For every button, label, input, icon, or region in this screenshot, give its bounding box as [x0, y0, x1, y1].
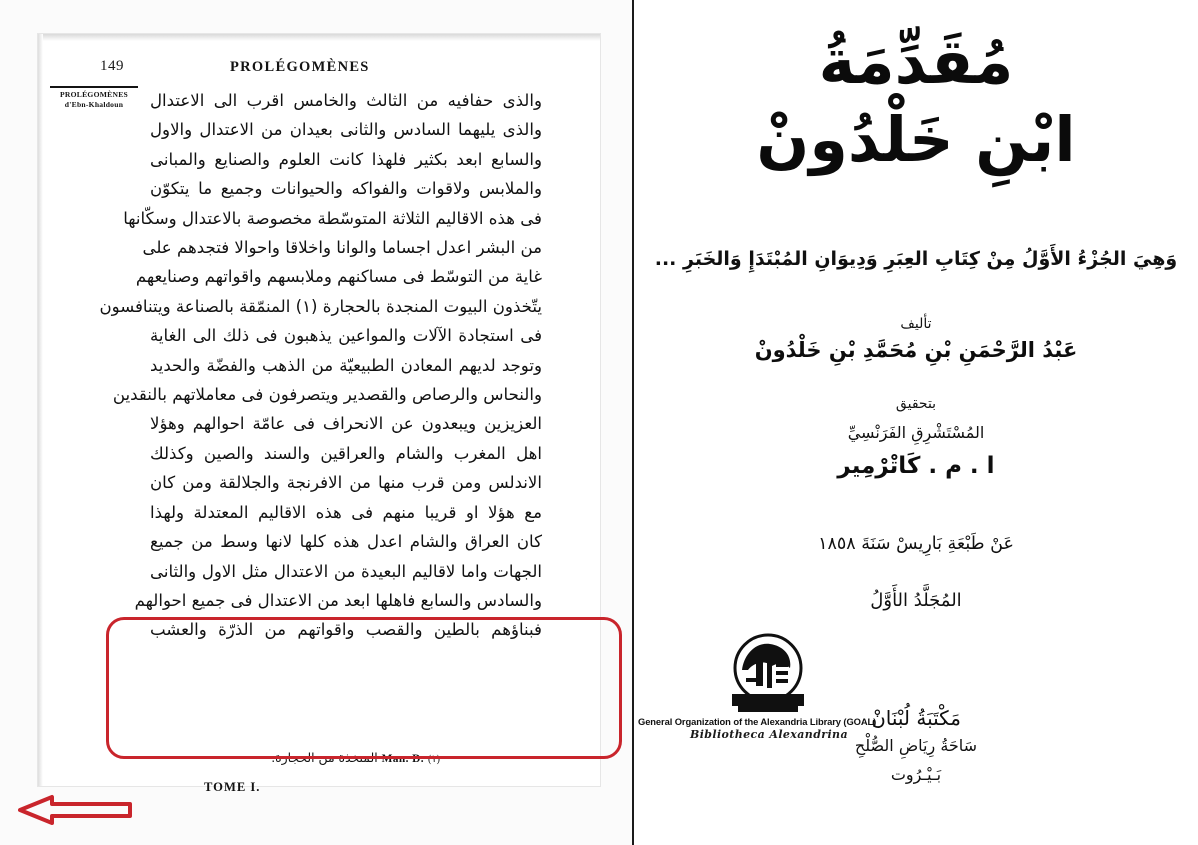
body-line: كان العراق والشام اعدل هذه كلها لانها وسط من جميع	[150, 532, 542, 552]
footnote-arabic-text: المتخذة من الحجارة.	[271, 750, 378, 765]
body-line: والنحاس والرصاص والقصدير ويتصرفون فى معاملاتهم بالنقدين	[112, 385, 542, 405]
book-subtitle: وَهِيَ الجُزْءُ الأَوَّلُ مِنْ كِتَابِ العِبَرِ وَدِيوَانِ المُبْتَدَإِ وَالخَبَرِ ...	[654, 248, 1178, 270]
imprint-publisher-name: مَكْتَبَةُ لُبْنَانْ	[871, 706, 961, 730]
margin-note-line-1: PROLÉGOMÈNES	[60, 90, 128, 99]
highlighted-body-line: الجهات واما لاقاليم البعيدة من الاعتدال مثل الاول والثانى	[150, 561, 542, 581]
edition-statement: عَنْ طَبْعَةِ بَارِيسْ سَنَةَ ١٨٥٨	[818, 534, 1014, 554]
margin-note	[48, 86, 140, 111]
red-annotation-arrow	[18, 792, 134, 828]
margin-note-line-2: d'Ebn-Khaldoun	[64, 100, 124, 110]
running-title: PROLÉGOMÈNES	[230, 59, 370, 75]
editor-role: المُسْتَشْرِقِ الفَرَنْسِيِّ	[847, 423, 985, 442]
body-line: والملابس ولاقوات والفواكه والحيوانات وجميع ما يتكوّن	[150, 179, 542, 199]
byline-label: تأليف	[900, 316, 932, 332]
right-page-panel	[634, 0, 1198, 845]
editor-name: ا . م . كَاتْرْمِير	[837, 453, 995, 479]
goal-library-stamp	[638, 716, 938, 741]
body-line: والسابع ابعد بكثير فلهذا كانت العلوم والصنايع والمبانى	[150, 149, 542, 169]
body-line: فى استجادة الآلات والمواعين يذهبون فى ذلك الى الغاية	[150, 326, 542, 346]
body-line: وتوجد لديهم المعادن الطبيعيّة من الذهب والفضّة والحديد	[150, 355, 542, 375]
tome-label: TOME I.	[204, 780, 261, 794]
body-line: اهل المغرب والشام والعراقين والسند والصين وكذلك	[150, 443, 542, 463]
highlighted-body-line: والسادس والسابع فاهلها ابعد من الاعتدال فى جميع احوالهم	[134, 590, 542, 610]
volume-statement: المُجَلَّدُ الأَوَّلُ	[870, 590, 962, 611]
book-title-line-2: ابْنِ خَلْدُونْ	[756, 103, 1076, 176]
body-line: الاندلس ومن قرب منها من الافرنجة والجلالقة ومن كان	[150, 473, 542, 493]
author-name: عَبْدُ الرَّحْمَنِ بْنِ مُحَمَّدِ بْنِ خَلْدُونْ	[754, 338, 1078, 362]
body-line: من البشر اعدل اجساما والوانا واخلاقا واحوالا فتجدهم على	[142, 238, 542, 258]
arabic-body-text	[99, 86, 542, 645]
printed-page-sheet	[38, 34, 600, 794]
goal-stamp-script: Bibliotheca Alexandrina	[690, 728, 848, 741]
footnote-marker: (١)	[427, 754, 440, 765]
page-running-head	[100, 58, 530, 80]
footnote-latin-source: Man. D.	[381, 753, 424, 765]
folio-number: 149	[100, 58, 124, 74]
body-line: يتّخذون البيوت المنجدة بالحجارة (١) المنمّقة بالصناعة ويتنافسون	[99, 296, 542, 316]
footnote	[150, 750, 440, 765]
imprint-address: سَاحَةُ رِيَاضِ الصُّلْحِ	[854, 736, 978, 755]
book-title-line-1: مُقَدِّمَةُ	[818, 25, 1014, 98]
margin-note-rule	[50, 86, 138, 88]
editor-label: بتحقيق	[895, 396, 937, 412]
highlighted-body-line: فبناؤهم بالطين والقصب واقواتهم من الذرّة والعشب	[150, 620, 542, 640]
left-arrow-icon	[18, 792, 134, 828]
goal-stamp-english: General Organization of the Alexandria Library (GOAL)	[638, 716, 877, 727]
body-line: العزيزين ويبعدون عن الانحراف فى عامّة احوالهم وهؤلا	[150, 414, 542, 434]
imprint-city: بَـيْـرُوت	[890, 765, 942, 784]
body-line: والذى حفافيه من الثالث والخامس اقرب الى الاعتدال	[150, 91, 542, 110]
body-line: غاية من التوسّط فى مساكنهم وملابسهم واقواتهم وصنايعهم	[135, 267, 542, 287]
body-line: والذى يليهما السادس والثانى بعيدان من الاعتدال والاول	[150, 120, 542, 140]
body-line: فى هذه الاقاليم الثلاثة المتوسّطة مخصوصة بالاعتدال وسكّانها	[123, 208, 542, 228]
body-line: مع هؤلا او قريبا منهم فى هذه الاقاليم المعتدلة ولهذا	[150, 502, 542, 522]
title-page	[634, 0, 1198, 845]
